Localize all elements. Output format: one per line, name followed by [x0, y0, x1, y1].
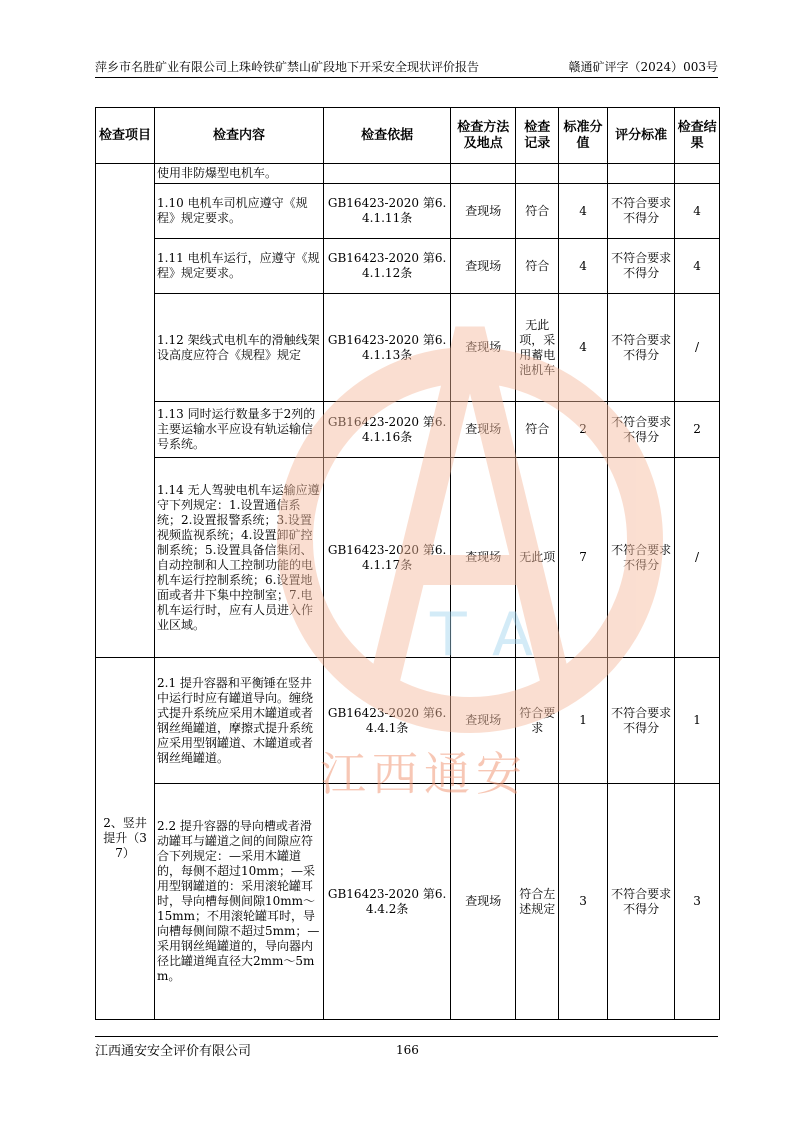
content-cell: 1.10 电机车司机应遵守《规程》规定要求。	[155, 184, 324, 239]
standard-cell: 不符合要求不得分	[607, 184, 674, 239]
basis-cell: GB16423-2020 第6.4.4.1条	[324, 658, 451, 784]
table-row	[96, 294, 720, 402]
table-row	[96, 658, 720, 784]
method-cell: 查现场	[451, 402, 516, 458]
record-cell: 无此项	[516, 458, 559, 658]
table-row	[96, 458, 720, 658]
report-number: 赣通矿评字（2024）003号	[568, 60, 718, 74]
standard-cell: 不符合要求不得分	[607, 294, 674, 402]
header-divider	[95, 77, 718, 78]
score-cell: 1	[559, 658, 608, 784]
standard-cell	[607, 164, 674, 184]
basis-cell: GB16423-2020 第6.4.1.12条	[324, 239, 451, 294]
header-cell: 检查内容	[155, 108, 324, 164]
method-cell: 查现场	[451, 294, 516, 402]
header-cell: 检查结果	[675, 108, 720, 164]
footer-divider	[95, 1036, 718, 1037]
header-cell: 检查方法及地点	[451, 108, 516, 164]
basis-cell: GB16423-2020 第6.4.1.17条	[324, 458, 451, 658]
report-title: 萍乡市名胜矿业有限公司上珠岭铁矿禁山矿段地下开采安全现状评价报告	[95, 60, 480, 74]
score-cell: 4	[559, 184, 608, 239]
page-header	[95, 58, 718, 76]
score-cell: 3	[559, 784, 608, 1020]
record-cell: 符合	[516, 184, 559, 239]
record-cell: 符合	[516, 239, 559, 294]
result-cell	[675, 164, 720, 184]
basis-cell: GB16423-2020 第6.4.1.16条	[324, 402, 451, 458]
method-cell: 查现场	[451, 784, 516, 1020]
record-cell: 符合	[516, 402, 559, 458]
table-row	[96, 239, 720, 294]
basis-cell: GB16423-2020 第6.4.1.13条	[324, 294, 451, 402]
score-cell: 4	[559, 294, 608, 402]
table-row	[96, 184, 720, 239]
result-cell: 1	[675, 658, 720, 784]
header-cell: 检查依据	[324, 108, 451, 164]
record-cell: 无此项，采用蓄电池机车	[516, 294, 559, 402]
score-cell: 2	[559, 402, 608, 458]
item-cell-group1	[96, 164, 155, 658]
basis-cell	[324, 164, 451, 184]
method-cell: 查现场	[451, 658, 516, 784]
method-cell: 查现场	[451, 239, 516, 294]
method-cell: 查现场	[451, 184, 516, 239]
header-cell: 检查项目	[96, 108, 155, 164]
result-cell: 3	[675, 784, 720, 1020]
record-cell	[516, 164, 559, 184]
score-cell: 7	[559, 458, 608, 658]
standard-cell: 不符合要求不得分	[607, 239, 674, 294]
footer-company: 江西通安安全评价有限公司	[95, 1044, 252, 1059]
record-cell: 符合左述规定	[516, 784, 559, 1020]
content-cell: 1.13 同时运行数量多于2列的主要运输水平应设有轨运输信号系统。	[155, 402, 324, 458]
standard-cell: 不符合要求不得分	[607, 658, 674, 784]
score-cell: 4	[559, 239, 608, 294]
content-cell: 1.12 架线式电机车的滑触线架设高度应符合《规程》规定	[155, 294, 324, 402]
result-cell: 2	[675, 402, 720, 458]
record-cell: 符合要求	[516, 658, 559, 784]
standard-cell: 不符合要求不得分	[607, 402, 674, 458]
table-row	[96, 164, 720, 184]
result-cell: 4	[675, 239, 720, 294]
watermark-text: 江西通安	[320, 747, 528, 801]
page-number: 166	[396, 1043, 419, 1057]
method-cell	[451, 164, 516, 184]
content-cell: 2.2 提升容器的导向槽或者滑动罐耳与罐道之间的间隙应符合下列规定：—采用木罐道的，每侧不超过10mm；—采用型钢罐道的：采用滚轮罐耳时，导向槽每侧间隙10mm～15mm；不用滚轮罐耳时，导向槽每侧间隙不超过5mm；—采用钢丝绳罐道的，导向器内径比罐道绳直径大2mm～5mm。	[155, 784, 324, 1020]
table-header-row	[96, 108, 720, 164]
content-cell: 2.1 提升容器和平衡锤在竖井中运行时应有罐道导向。缠绕式提升系统应采用木罐道或者钢丝绳罐道，摩擦式提升系统应采用型钢罐道、木罐道或者钢丝绳罐道。	[155, 658, 324, 784]
inspection-table	[95, 107, 720, 1020]
header-cell: 标准分值	[559, 108, 608, 164]
content-cell: 1.14 无人驾驶电机车运输应遵守下列规定：1.设置通信系统；2.设置报警系统；3.设置视频监视系统；4.设置卸矿控制系统；5.设置具备信集闭、自动控制和人工控制功能的电机车运行控制系统；6.设置地面或者井下集中控制室；7.电机车运行时，应有人员进入作业区域。	[155, 458, 324, 658]
header-cell: 评分标准	[607, 108, 674, 164]
basis-cell: GB16423-2020 第6.4.4.2条	[324, 784, 451, 1020]
item-cell-group2: 2、竖井提升（37）	[96, 658, 155, 1020]
result-cell: 4	[675, 184, 720, 239]
watermark-letters: TA	[430, 600, 564, 670]
content-cell: 1.11 电机车运行，应遵守《规程》规定要求。	[155, 239, 324, 294]
standard-cell: 不符合要求不得分	[607, 458, 674, 658]
header-cell: 检查记录	[516, 108, 559, 164]
basis-cell: GB16423-2020 第6.4.1.11条	[324, 184, 451, 239]
result-cell: /	[675, 458, 720, 658]
result-cell: /	[675, 294, 720, 402]
table-row	[96, 784, 720, 1020]
method-cell: 查现场	[451, 458, 516, 658]
standard-cell: 不符合要求不得分	[607, 784, 674, 1020]
score-cell	[559, 164, 608, 184]
content-cell: 使用非防爆型电机车。	[155, 164, 324, 184]
table-row	[96, 402, 720, 458]
